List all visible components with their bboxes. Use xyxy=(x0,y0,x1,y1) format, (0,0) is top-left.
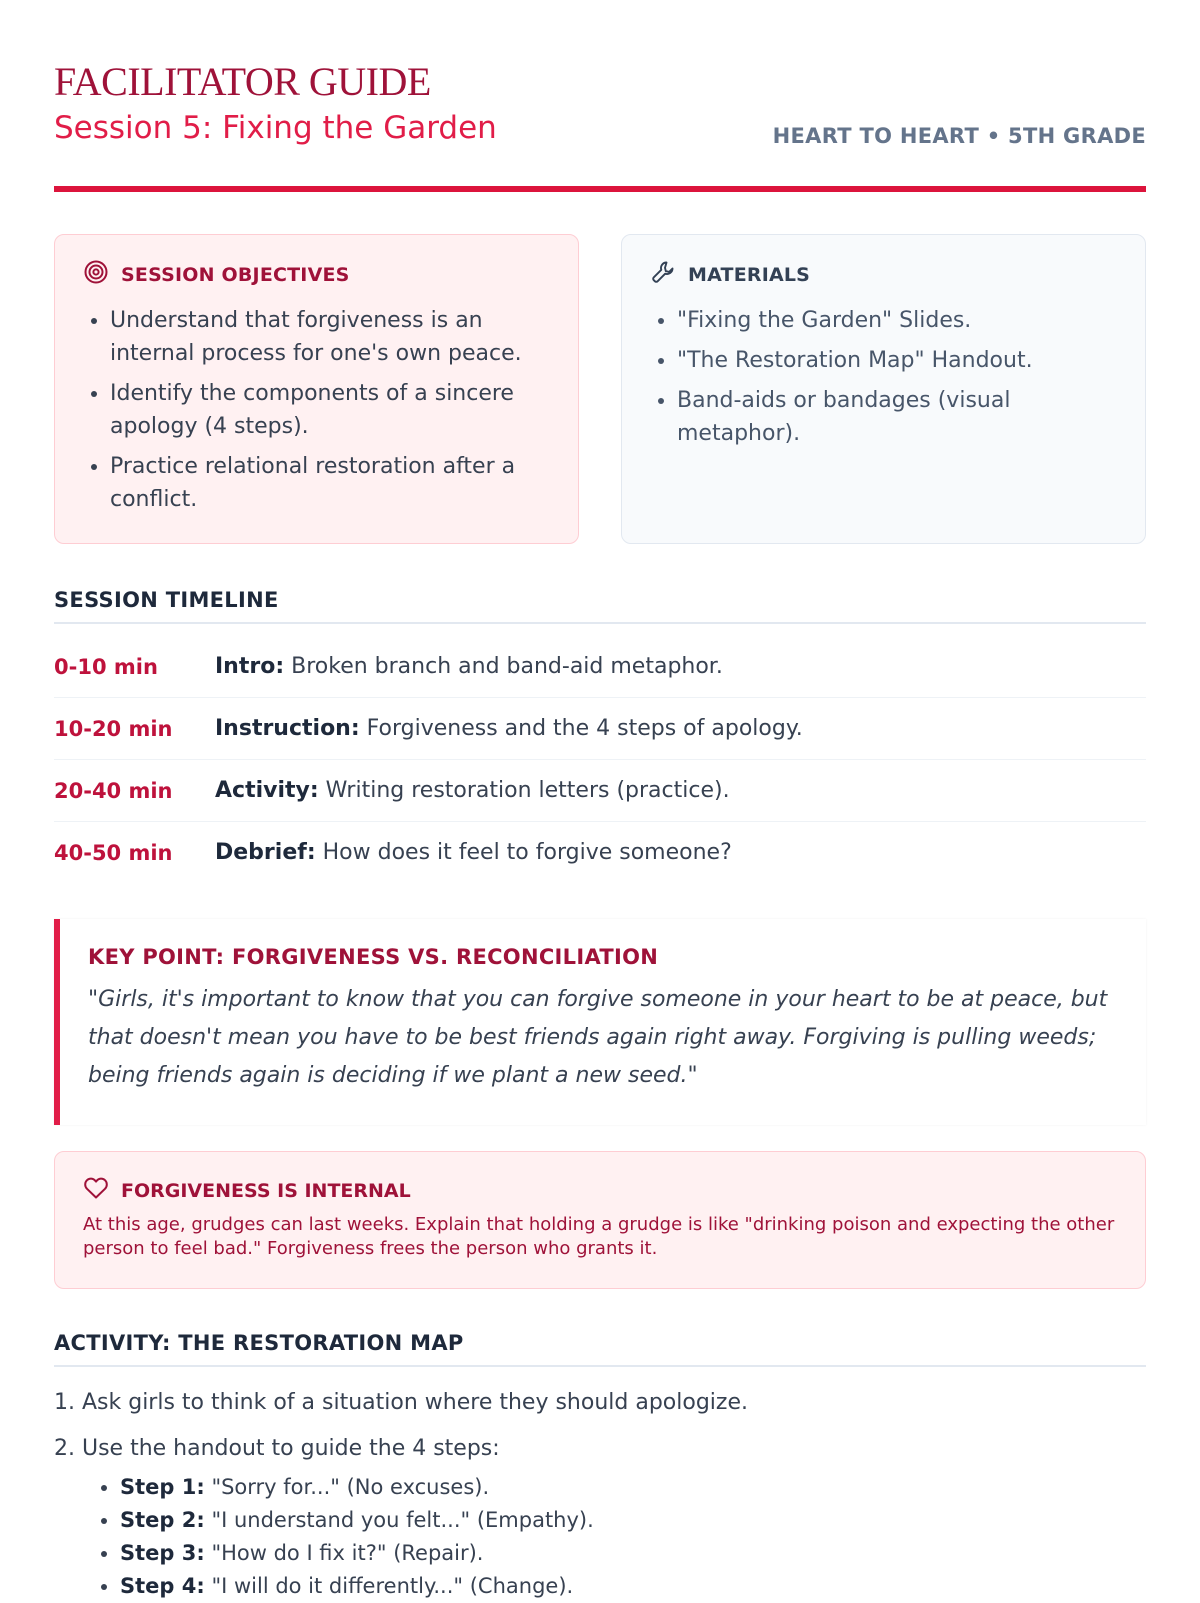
apology-steps-list xyxy=(54,1471,1146,1603)
objective-item: • Identify the components of a sincere apology (4 steps). xyxy=(110,377,550,443)
apology-step xyxy=(120,1570,1146,1603)
session-subtitle: Session 5: Fixing the Garden xyxy=(54,110,497,146)
key-point-heading: KEY POINT: FORGIVENESS VS. RECONCILIATION xyxy=(88,945,659,969)
page-title: FACILITATOR GUIDE xyxy=(54,59,431,104)
timeline-text: Forgiveness and the 4 steps of apology. xyxy=(359,716,803,741)
timeline-time: 0-10 min xyxy=(54,654,158,679)
apology-step xyxy=(120,1471,1146,1504)
timeline-label: Debrief: xyxy=(215,840,316,865)
timeline-label: Activity: xyxy=(215,778,319,803)
session-timeline xyxy=(54,636,1146,883)
alert-header xyxy=(83,1176,1117,1205)
apology-step-label: Step 3: xyxy=(120,1541,205,1565)
timeline-label: Instruction: xyxy=(215,716,360,741)
apology-step-text: "I will do it differently..." (Change). xyxy=(204,1574,574,1598)
apology-step xyxy=(120,1537,1146,1570)
apology-step-label: Step 1: xyxy=(120,1475,205,1499)
timeline-text: Writing restoration letters (practice). xyxy=(318,778,730,803)
timeline-time: 10-20 min xyxy=(54,716,173,741)
timeline-description xyxy=(215,840,732,865)
timeline-row xyxy=(54,636,1146,698)
activity-step: 2. Use the handout to guide the 4 steps: xyxy=(54,1436,500,1461)
timeline-description xyxy=(215,778,730,803)
objectives-heading: SESSION OBJECTIVES xyxy=(121,263,350,286)
target-icon xyxy=(83,259,109,290)
program-brand: HEART TO HEART • 5TH GRADE xyxy=(772,124,1146,148)
key-point-callout xyxy=(54,919,1146,1125)
objective-item: • Practice relational restoration after a conflict. xyxy=(110,450,550,516)
materials-list xyxy=(650,304,1117,450)
timeline-label: Intro: xyxy=(215,654,285,679)
apology-step-label: Step 2: xyxy=(120,1508,205,1532)
timeline-description xyxy=(215,654,723,679)
timeline-text: How does it feel to forgive someone? xyxy=(315,840,732,865)
summary-cards xyxy=(54,234,1146,544)
heart-icon xyxy=(83,1176,109,1205)
apology-step-text: "Sorry for..." (No excuses). xyxy=(204,1475,490,1499)
apology-step-text: "How do I fix it?" (Repair). xyxy=(204,1541,484,1565)
activity-heading: ACTIVITY: THE RESTORATION MAP xyxy=(54,1331,1146,1367)
apology-step-text: "I understand you felt..." (Empathy). xyxy=(204,1508,594,1532)
timeline-row xyxy=(54,822,1146,883)
materials-header xyxy=(650,259,1117,290)
material-item: • Band-aids or bandages (visual metaphor). xyxy=(677,384,1117,450)
material-item: • "The Restoration Map" Handout. xyxy=(677,344,1117,377)
timeline-time: 20-40 min xyxy=(54,778,173,803)
key-point-quote: "Girls, it's important to know that you can forgive someone in your heart to be at peace, but that doesn't mean you have to be best friends again right away. Forgiving is pulling weeds; being friends again is deciding if we plant a new seed." xyxy=(88,987,1108,1088)
timeline-row xyxy=(54,760,1146,822)
forgiveness-alert xyxy=(54,1151,1146,1289)
objective-item: • Understand that forgiveness is an internal process for one's own peace. xyxy=(110,304,550,370)
materials-card xyxy=(621,234,1146,544)
objectives-card xyxy=(54,234,579,544)
timeline-heading: SESSION TIMELINE xyxy=(54,588,1146,624)
alert-body: At this age, grudges can last weeks. Explain that holding a grudge is like "drinking poison and expecting the other person to feel bad." Forgiveness frees the person who grants it. xyxy=(83,1214,1115,1259)
page-header xyxy=(54,0,1146,192)
activity-steps xyxy=(54,1387,1146,1603)
alert-heading: FORGIVENESS IS INTERNAL xyxy=(121,1179,411,1202)
timeline-row xyxy=(54,698,1146,760)
wrench-icon xyxy=(650,259,676,290)
timeline-time: 40-50 min xyxy=(54,840,173,865)
materials-heading: MATERIALS xyxy=(688,263,811,286)
timeline-description xyxy=(215,716,803,741)
activity-step: 1. Ask girls to think of a situation where they should apologize. xyxy=(54,1390,748,1415)
objectives-list xyxy=(83,304,550,516)
apology-step xyxy=(120,1504,1146,1537)
apology-step-label: Step 4: xyxy=(120,1574,205,1598)
timeline-text: Broken branch and band-aid metaphor. xyxy=(284,654,723,679)
objectives-header xyxy=(83,259,550,290)
material-item: • "Fixing the Garden" Slides. xyxy=(677,304,1117,337)
